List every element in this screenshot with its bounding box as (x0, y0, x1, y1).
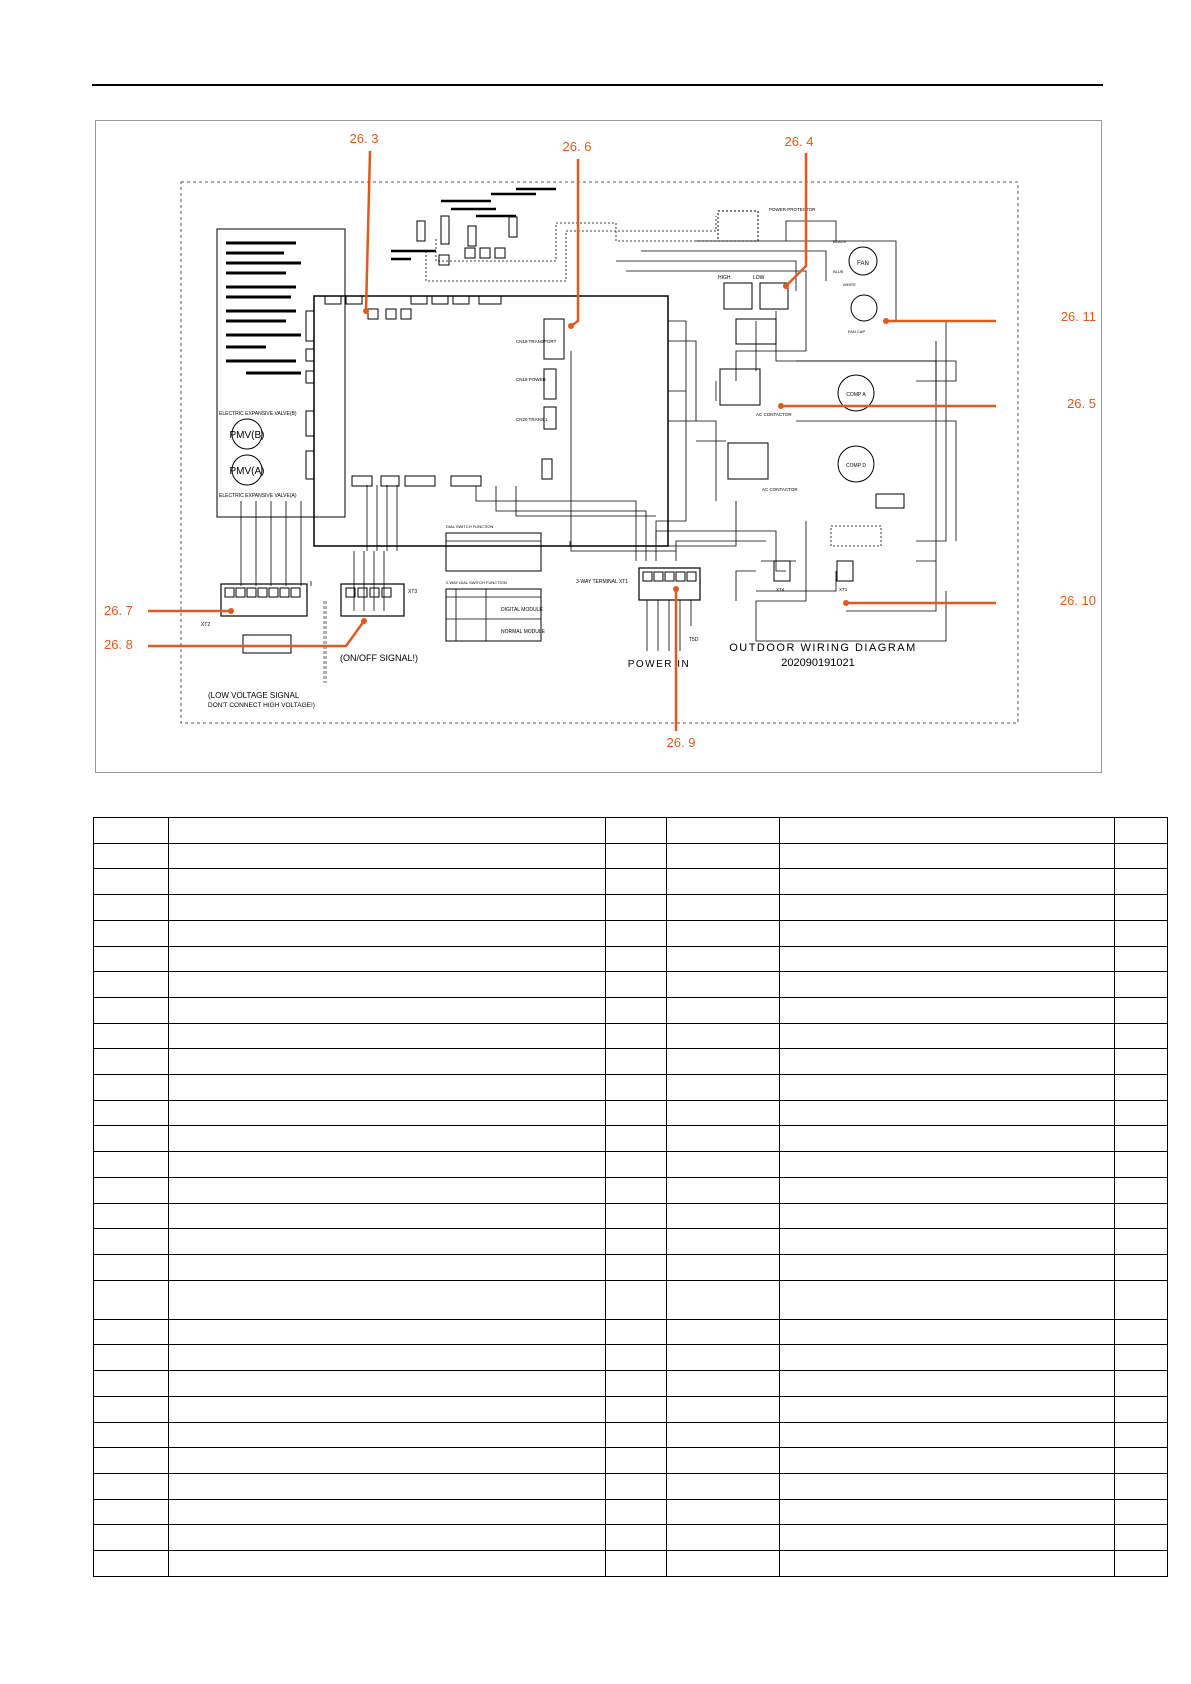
table-cell (1115, 895, 1168, 921)
dashed-route (436, 223, 756, 261)
table-row (94, 1023, 1168, 1049)
xt2-label: XT2 (201, 622, 211, 628)
diagram-title: OUTDOOR WIRING DIAGRAM (729, 642, 917, 654)
callout-label: 26. 9 (666, 735, 696, 750)
diagram-code: 202090191021 (781, 657, 855, 669)
table-row (94, 843, 1168, 869)
table-cell (780, 1345, 1115, 1371)
table-cell (1115, 1023, 1168, 1049)
table-cell (667, 972, 780, 998)
table-row (94, 1525, 1168, 1551)
wiring-diagram (95, 120, 1102, 773)
table-cell (780, 1473, 1115, 1499)
ac-contactor-a-label: AC CONTACTOR (756, 412, 792, 417)
callout-label: 26. 11 (1060, 309, 1096, 324)
ac-contactor-d-label: AC CONTACTOR (762, 487, 798, 492)
table-cell (780, 818, 1115, 844)
table-cell (1115, 1126, 1168, 1152)
table-cell (1115, 1525, 1168, 1551)
callout-label: 26. 3 (349, 131, 379, 146)
table-cell (606, 1177, 667, 1203)
table-cell (94, 1126, 169, 1152)
table-cell (606, 920, 667, 946)
table-cell (1115, 1319, 1168, 1345)
table-cell (1115, 1075, 1168, 1101)
callout-dot (783, 283, 789, 289)
table-cell (94, 1229, 169, 1255)
table-cell (606, 843, 667, 869)
high-relay (724, 283, 752, 309)
pmv-a-label: PMV(A) (229, 466, 265, 477)
table-cell (606, 818, 667, 844)
table-row (94, 1075, 1168, 1101)
table-row (94, 1100, 1168, 1126)
table-cell (606, 1023, 667, 1049)
table-cell (606, 1473, 667, 1499)
table-cell (94, 1422, 169, 1448)
table-cell (667, 1473, 780, 1499)
table-cell (94, 1499, 169, 1525)
top-rule (92, 84, 1103, 86)
cn-trans-label: CN20 TRANS 1 (516, 417, 548, 422)
eev-a-label: ELECTRIC EXPANSIVE VALVE(A) (219, 493, 297, 499)
table-cell (1115, 869, 1168, 895)
table-row (94, 1152, 1168, 1178)
table-cell (667, 1229, 780, 1255)
two-way-switch-title: 2-WAY DIAL SWITCH FUNCTION (446, 580, 507, 585)
table-row (94, 920, 1168, 946)
table-row (94, 1345, 1168, 1371)
table-cell (780, 1075, 1115, 1101)
digital-module-label: DIGITAL MODULE (501, 607, 543, 613)
table-cell (169, 1499, 606, 1525)
table-cell (780, 1422, 1115, 1448)
table-row (94, 1473, 1168, 1499)
table-row (94, 1396, 1168, 1422)
table-cell (606, 946, 667, 972)
table-cell (169, 1203, 606, 1229)
table-cell (94, 818, 169, 844)
table-cell (667, 1280, 780, 1319)
table-cell (780, 1551, 1115, 1577)
table-cell (169, 997, 606, 1023)
callout-label: 26. 7 (104, 603, 133, 618)
table-cell (169, 1254, 606, 1280)
table-row (94, 1126, 1168, 1152)
table-cell (667, 997, 780, 1023)
table-cell (169, 843, 606, 869)
table-cell (169, 1280, 606, 1319)
ac-contactor-a (720, 369, 760, 405)
normal-module-label: NORMAL MODULE (501, 629, 545, 635)
callout-label: 26. 6 (562, 139, 592, 154)
table-cell (1115, 1422, 1168, 1448)
table-cell (606, 972, 667, 998)
table-cell (1115, 920, 1168, 946)
table-cell (780, 1229, 1115, 1255)
table-cell (667, 895, 780, 921)
table-row (94, 869, 1168, 895)
table-cell (606, 1152, 667, 1178)
table-cell (667, 1100, 780, 1126)
table-cell (1115, 1152, 1168, 1178)
dial-switch-title: DIAL SWITCH FUNCTION (446, 524, 494, 529)
table-cell (94, 1473, 169, 1499)
table-cell (667, 1023, 780, 1049)
table-cell (780, 1525, 1115, 1551)
table-cell (94, 869, 169, 895)
table-cell (606, 1396, 667, 1422)
table-cell (94, 1177, 169, 1203)
fan-cap-label: FAN CAP (848, 329, 866, 334)
table-cell (606, 1422, 667, 1448)
table-cell (780, 1254, 1115, 1280)
table-row (94, 818, 1168, 844)
eev-b-label: ELECTRIC EXPANSIVE VALVE(B) (219, 411, 297, 417)
three-way-label: 3-WAY TERMINAL XT1 (576, 579, 629, 585)
table-cell (94, 997, 169, 1023)
table-row (94, 1499, 1168, 1525)
power-protector (718, 211, 758, 241)
table-cell (606, 1319, 667, 1345)
table-cell (667, 1152, 780, 1178)
table-cell (94, 1049, 169, 1075)
power-protector-label: POWER PROTECTOR (769, 207, 816, 212)
comp-d-label: COMP D (846, 463, 866, 469)
fan-capacitor (851, 295, 877, 321)
fan-label: FAN (857, 261, 869, 267)
table-cell (606, 1126, 667, 1152)
callout-leader (148, 621, 364, 646)
callout-label: 26. 5 (1067, 396, 1096, 411)
parts-table (93, 817, 1168, 1577)
terminal-xt3 (341, 584, 404, 616)
table-cell (1115, 1448, 1168, 1474)
table-cell (169, 895, 606, 921)
table-cell (94, 1319, 169, 1345)
table-cell (169, 1473, 606, 1499)
table-cell (606, 1100, 667, 1126)
table-cell (169, 1152, 606, 1178)
table-row (94, 1177, 1168, 1203)
table-cell (169, 1551, 606, 1577)
wiring-diagram-svg (96, 121, 1103, 774)
table-cell (780, 1319, 1115, 1345)
table-cell (667, 1525, 780, 1551)
table-cell (1115, 946, 1168, 972)
table-cell (780, 997, 1115, 1023)
table-cell (780, 1126, 1115, 1152)
table-cell (1115, 1203, 1168, 1229)
table-cell (1115, 972, 1168, 998)
table-row (94, 1319, 1168, 1345)
table-cell (1115, 1473, 1168, 1499)
table-cell (1115, 1100, 1168, 1126)
table-row (94, 1254, 1168, 1280)
table-row (94, 972, 1168, 998)
table-cell (169, 1371, 606, 1397)
table-cell (94, 946, 169, 972)
table-row (94, 1551, 1168, 1577)
table-cell (780, 972, 1115, 998)
table-cell (667, 1075, 780, 1101)
table-cell (606, 1049, 667, 1075)
callout-dot (883, 318, 889, 324)
table-cell (667, 1422, 780, 1448)
terminal-xt1 (639, 568, 700, 600)
table-cell (94, 920, 169, 946)
warning-box (243, 635, 291, 653)
table-row (94, 1280, 1168, 1319)
xt1-label: XT1 (839, 587, 848, 592)
callout-dot (228, 608, 234, 614)
table-cell (667, 1203, 780, 1229)
black-label: BLACK (833, 239, 847, 244)
table-cell (169, 946, 606, 972)
table-cell (667, 1551, 780, 1577)
table-cell (667, 843, 780, 869)
table-cell (780, 1499, 1115, 1525)
table-cell (1115, 1177, 1168, 1203)
top-sensors (417, 216, 517, 265)
table-cell (606, 1280, 667, 1319)
table-cell (780, 1152, 1115, 1178)
callout-label: 26. 4 (784, 134, 814, 149)
callout-dot (778, 403, 784, 409)
table-cell (667, 1448, 780, 1474)
table-cell (780, 1049, 1115, 1075)
xt4-label: XT4 (776, 587, 785, 592)
ac-contactor-d (728, 443, 768, 479)
table-cell (169, 1525, 606, 1551)
table-cell (94, 1448, 169, 1474)
table-cell (94, 895, 169, 921)
callout-leader (571, 159, 578, 326)
power-in-label: POWER IN (627, 659, 691, 670)
table-cell (94, 1280, 169, 1319)
table-cell (169, 1396, 606, 1422)
table-cell (94, 1075, 169, 1101)
table-cell (94, 1152, 169, 1178)
table-row (94, 1448, 1168, 1474)
callout-leader (366, 151, 370, 311)
callout-dot (673, 586, 679, 592)
table-cell (780, 1396, 1115, 1422)
table-cell (94, 1203, 169, 1229)
table-cell (1115, 1229, 1168, 1255)
table-row (94, 1371, 1168, 1397)
table-cell (1115, 1345, 1168, 1371)
table-cell (606, 1371, 667, 1397)
table-cell (606, 1551, 667, 1577)
table-cell (169, 1422, 606, 1448)
table-cell (606, 1448, 667, 1474)
tsd-label: T5D (689, 637, 699, 643)
table-cell (169, 1075, 606, 1101)
table-cell (606, 1254, 667, 1280)
table-cell (606, 1345, 667, 1371)
table-cell (667, 1345, 780, 1371)
table-cell (1115, 1396, 1168, 1422)
callout-dot (568, 323, 574, 329)
high-label: HIGH (718, 275, 731, 281)
table-cell (169, 972, 606, 998)
table-cell (169, 1126, 606, 1152)
table-cell (780, 1023, 1115, 1049)
table-cell (169, 1229, 606, 1255)
table-cell (780, 895, 1115, 921)
sensor-lines (226, 243, 301, 373)
table-cell (606, 895, 667, 921)
table-cell (94, 972, 169, 998)
table-cell (780, 1448, 1115, 1474)
table-cell (606, 1499, 667, 1525)
table-cell (780, 843, 1115, 869)
table-cell (94, 1345, 169, 1371)
table-cell (606, 1075, 667, 1101)
table-cell (667, 1254, 780, 1280)
table-row (94, 1229, 1168, 1255)
table-cell (780, 1371, 1115, 1397)
table-cell (94, 1023, 169, 1049)
table-cell (667, 1499, 780, 1525)
callout-dot (843, 600, 849, 606)
table-cell (780, 869, 1115, 895)
table-cell (780, 1280, 1115, 1319)
table-cell (667, 946, 780, 972)
table-cell (94, 1371, 169, 1397)
table-cell (1115, 997, 1168, 1023)
table-cell (780, 920, 1115, 946)
callout-dot (363, 308, 369, 314)
table-cell (94, 1525, 169, 1551)
callout-label: 26. 10 (1059, 593, 1096, 608)
table-cell (169, 1100, 606, 1126)
table-cell (94, 1254, 169, 1280)
table-cell (667, 1319, 780, 1345)
table-cell (780, 946, 1115, 972)
table-cell (1115, 1371, 1168, 1397)
table-cell (780, 1203, 1115, 1229)
xt3-label: XT3 (408, 589, 418, 595)
table-cell (169, 1023, 606, 1049)
table-cell (667, 1049, 780, 1075)
table-cell (94, 1100, 169, 1126)
table-cell (94, 843, 169, 869)
table-cell (169, 920, 606, 946)
table-cell (1115, 1049, 1168, 1075)
table-cell (667, 818, 780, 844)
low-voltage-label-2: DON'T CONNECT HIGH VOLTAGE!) (208, 702, 315, 709)
table-cell (606, 1525, 667, 1551)
table-cell (667, 920, 780, 946)
table-cell (169, 818, 606, 844)
parts-table-body (94, 818, 1168, 1577)
blue-label: BLUE (833, 269, 844, 274)
table-cell (667, 1177, 780, 1203)
white-label: WHITE (843, 282, 856, 287)
table-cell (667, 1126, 780, 1152)
table-cell (606, 1203, 667, 1229)
cn-power-label: CN18 POWER (516, 377, 546, 382)
table-cell (169, 1345, 606, 1371)
table-cell (1115, 1499, 1168, 1525)
table-row (94, 1203, 1168, 1229)
table-row (94, 946, 1168, 972)
table-cell (169, 1448, 606, 1474)
table-cell (169, 869, 606, 895)
table-cell (606, 869, 667, 895)
cn-transport-label: CN19 TRANSPORT (516, 339, 557, 344)
table-cell (667, 869, 780, 895)
table-cell (1115, 1254, 1168, 1280)
table-cell (1115, 818, 1168, 844)
table-cell (667, 1396, 780, 1422)
table-cell (94, 1396, 169, 1422)
table-cell (94, 1551, 169, 1577)
table-cell (606, 997, 667, 1023)
on-off-signal-label: (ON/OFF SIGNAL!) (340, 653, 419, 663)
table-cell (1115, 1551, 1168, 1577)
table-row (94, 895, 1168, 921)
ground-block (876, 494, 904, 508)
heater (831, 526, 881, 546)
table-cell (1115, 1280, 1168, 1319)
table-row (94, 1422, 1168, 1448)
table-cell (780, 1100, 1115, 1126)
dial-switch-table (446, 533, 541, 571)
low-label: LOW (753, 275, 765, 281)
table-cell (1115, 843, 1168, 869)
callout-label: 26. 8 (104, 637, 133, 652)
low-voltage-label: (LOW VOLTAGE SIGNAL (208, 691, 300, 700)
table-cell (606, 1229, 667, 1255)
table-cell (169, 1177, 606, 1203)
callout-dot (361, 618, 367, 624)
table-row (94, 1049, 1168, 1075)
terminal-xt1-small (837, 561, 853, 581)
pmv-b-label: PMV(B) (229, 430, 265, 441)
table-row (94, 997, 1168, 1023)
table-cell (780, 1177, 1115, 1203)
comp-a-label: COMP A (846, 392, 866, 398)
table-cell (169, 1049, 606, 1075)
table-cell (667, 1371, 780, 1397)
table-cell (169, 1319, 606, 1345)
